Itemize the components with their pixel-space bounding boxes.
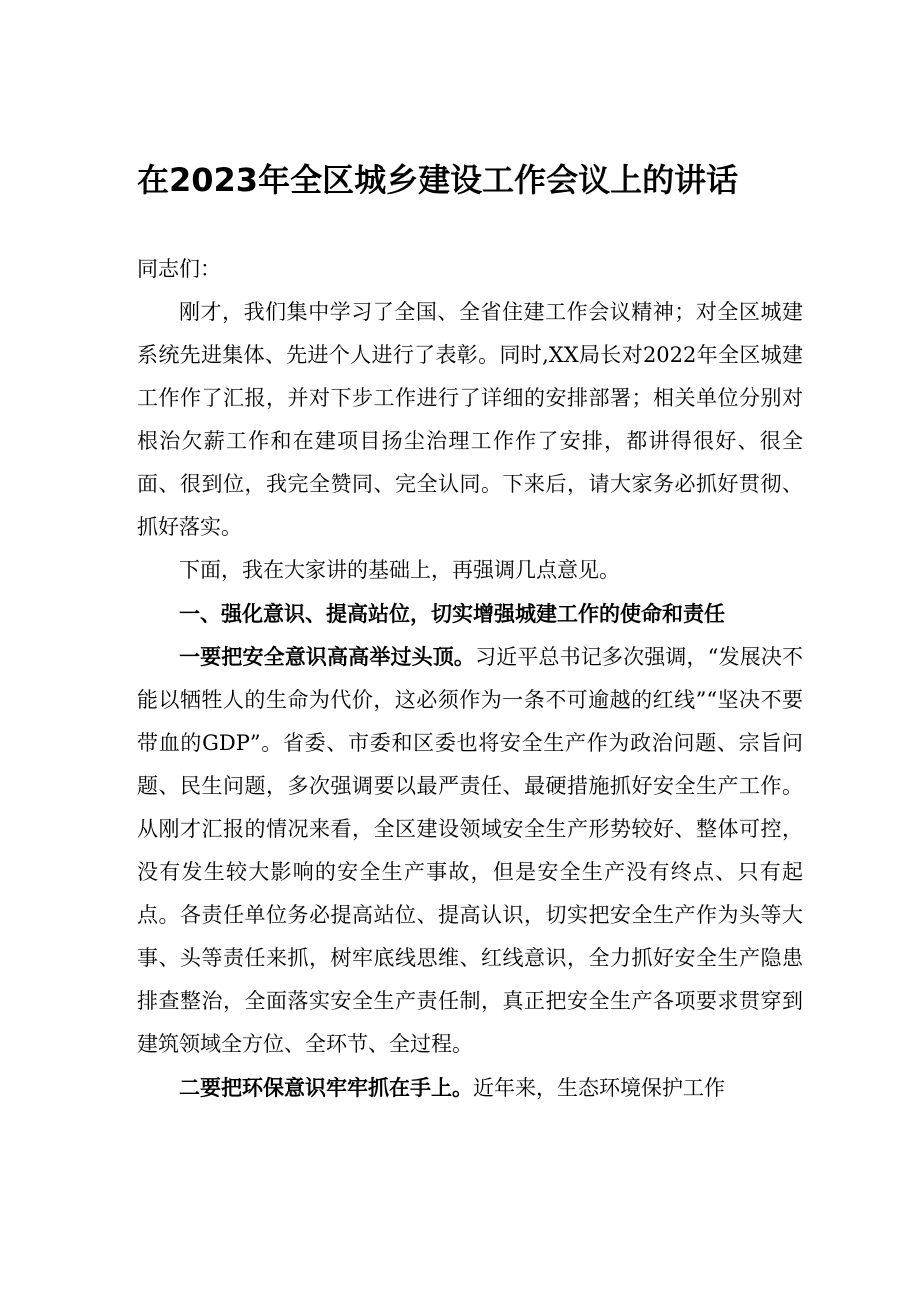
document-body: [137, 248, 803, 1110]
point-1-text: 习近平总书记多次强调，“发展决不能以牺牲人的生命为代价，这必须作为一条不可逾越的红线”“坚决不要带血的GDP”。省委、市委和区委也将安全生产作为政治问题、宗旨问题、民生问题，多次强调要以最严责任、最硬措施抓好安全生产工作。从刚才汇报的情况来看，全区建设领域安全生产形势较好、整体可控，没有发生较大影响的安全生产事故，但是安全生产没有终点、只有起点。各责任单位务必提高站位、提高认识，切实把安全生产作为头等大事、头等责任来抓，树牢底线思维、红线意识，全力抓好安全生产隐患排查整治，全面落实安全生产责任制，真正把安全生产各项要求贯穿到建筑领域全方位、全环节、全过程。: [137, 645, 803, 1056]
section-heading-1: 一、强化意识、提高站位，切实增强城建工作的使命和责任: [179, 601, 725, 626]
point-2-text: 近年来，生态环境保护工作: [473, 1076, 725, 1100]
paragraph-intro: 刚才，我们集中学习了全国、全省住建工作会议精神；对全区城建系统先进集体、先进个人进行了表彰。同时,XX局长对2022年全区城建工作作了汇报，并对下步工作进行了详细的安排部署；相关单位分别对根治欠薪工作和在建项目扬尘治理工作作了安排，都讲得很好、很全面、很到位，我完全赞同、完全认同。下来后，请大家务必抓好贯彻、抓好落实。: [137, 300, 803, 539]
paragraph-transition: 下面，我在大家讲的基础上，再强调几点意见。: [179, 558, 620, 582]
salutation: 同志们：: [137, 257, 221, 281]
point-2-lead: 二要把环保意识牢牢抓在手上。: [179, 1075, 473, 1100]
paragraph-point-1: [137, 635, 803, 1066]
paragraph-point-2: [137, 1066, 803, 1110]
point-1-lead: 一要把安全意识高高举过头顶。: [179, 644, 476, 669]
document-title: 在2023年全区城乡建设工作会议上的讲话: [137, 161, 739, 199]
